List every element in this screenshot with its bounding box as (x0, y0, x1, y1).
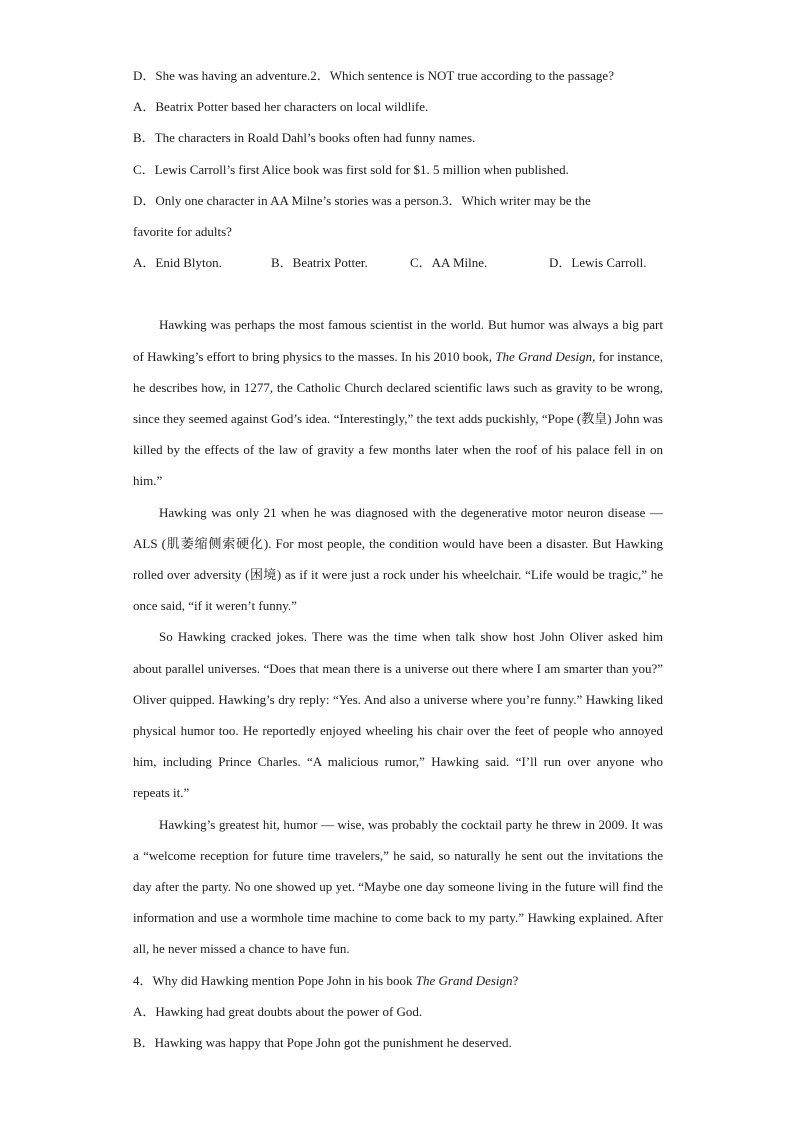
q3-option-c: C．AA Milne. (410, 255, 488, 271)
passage-paragraph-1 (133, 309, 663, 496)
q2-stem: 2．Which sentence is NOT true according to the passage? (310, 68, 614, 83)
q1-option-d: D．She was having an adventure. (133, 68, 311, 83)
passage-paragraph-3: So Hawking cracked jokes. There was the time when talk show host John Oliver asked him about parallel universes. “Does that mean there is a universe out there where I am smarter than you?” Oliver quipped. Hawking’s dry reply: “Yes. And also a universe where you’re funny.” Hawking liked physical humor too. He reportedly enjoyed wheeling his chair over the feet of people who annoyed him, including Prince Charles. “A malicious rumor,” Hawking said. “I’ll run over anyone who repeats it.” (133, 629, 663, 801)
q2-option-d-and-q3-stem (133, 185, 663, 216)
q4-stem-title: The Grand Design (415, 972, 513, 988)
q3-option-b: B．Beatrix Potter. (271, 255, 368, 271)
q4-option-a: A．Hawking had great doubts about the power of God. (133, 1003, 423, 1019)
q2-option-c: C．Lewis Carroll’s first Alice book was first sold for $1. 5 million when published. (133, 161, 569, 177)
q4-option-b: B．Hawking was happy that Pope John got the punishment he deserved. (133, 1034, 512, 1050)
q3-option-a: A．Enid Blyton. (133, 255, 222, 271)
q1-option-d-and-q2-stem (133, 60, 663, 91)
q3-options (133, 247, 663, 278)
p1-book-title: The Grand Design, (495, 348, 596, 364)
q2-option-b: B．The characters in Roald Dahl’s books often had funny names. (133, 130, 476, 146)
document-page (133, 60, 663, 1058)
q2-option-a: A．Beatrix Potter based her characters on local wildlife. (133, 99, 429, 115)
passage-paragraph-4: Hawking’s greatest hit, humor — wise, was probably the cocktail party he threw in 2009. It was a “welcome reception for future time travelers,” he said, so naturally he sent out the invitations the day after the party. No one showed up yet. “Maybe one day someone living in the future will find the information and use a wormhole time machine to come back to my party.” Hawking explained. After all, he never missed a chance to have fun. (133, 816, 663, 957)
q3-stem-start: 3．Which writer may be the (442, 192, 591, 208)
q4-stem-b: ? (512, 972, 519, 988)
p1-text-b: for instance, he describes how, in 1277, the Catholic Church declared scientific laws such as gravity to be wrong, since they seemed against God’s idea. “Interestingly,” the text adds puckishly, “Pope (教皇) John was killed by the effects of the law of gravity a few months later when the roof of his palace fell in on him.” (133, 348, 663, 489)
q3-stem-end: favorite for adults? (133, 223, 232, 239)
p1-text-a: Hawking was perhaps the most famous scientist in the world. But humor was always a big part of Hawking’s effort to bring physics to the masses. In his 2010 book, (133, 317, 663, 364)
q4-stem-a: 4．Why did Hawking mention Pope John in his book (133, 972, 416, 988)
q2-option-d: D．Only one character in AA Milne’s stories was a person. (133, 192, 443, 208)
q3-option-d: D．Lewis Carroll. (549, 255, 647, 271)
section-gap (133, 278, 663, 309)
passage-paragraph-2: Hawking was only 21 when he was diagnosed with the degenerative motor neuron disease — ALS (肌萎缩侧索硬化). For most people, the condition would have been a disaster. But Hawking rolled over adversity (困境) as if it were just a rock under his wheelchair. “Life would be tragic,” he once said, “if it weren’t funny.” (133, 504, 663, 614)
q4-stem (133, 965, 663, 996)
